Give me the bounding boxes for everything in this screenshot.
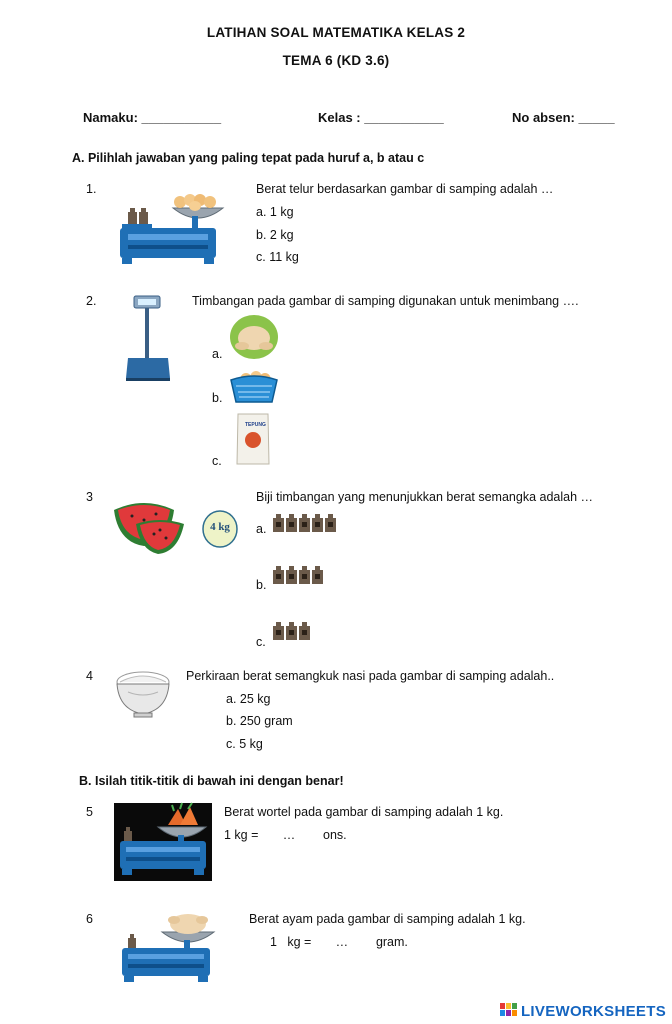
scale-weight-icon — [299, 622, 310, 640]
q2-option-a[interactable]: a. — [212, 347, 223, 361]
q5-answer-line[interactable]: 1 kg = … ons. — [224, 828, 347, 842]
scale-weight-icon — [299, 566, 310, 584]
chicken-image — [228, 314, 280, 360]
q3-option-c[interactable]: c. — [256, 635, 266, 649]
weights-option-c — [273, 620, 353, 642]
scale-weight-icon — [273, 514, 284, 532]
q1-question: Berat telur berdasarkan gambar di samping adalah … — [256, 182, 554, 196]
q3-option-b[interactable]: b. — [256, 578, 267, 592]
section-b-heading: B. Isilah titik-titik di bawah ini dengan benar! — [79, 774, 344, 788]
q3-question: Biji timbangan yang menunjukkan berat semangka adalah … — [256, 490, 594, 504]
q1-option-a[interactable]: a. 1 kg — [256, 205, 294, 219]
scale-weight-icon — [286, 514, 297, 532]
balance-scale-carrots-image — [114, 803, 212, 881]
scale-weight-icon — [312, 514, 323, 532]
weights-option-b — [273, 564, 353, 586]
class-field-label: Kelas : ___________ — [318, 110, 444, 125]
absen-field-label: No absen: _____ — [512, 110, 615, 125]
q6-question: Berat ayam pada gambar di samping adalah 1 kg. — [249, 912, 526, 926]
q4-option-a[interactable]: a. 25 kg — [226, 692, 271, 706]
q1-option-b[interactable]: b. 2 kg — [256, 228, 294, 242]
liveworksheets-logo — [500, 1003, 666, 1020]
scale-weight-icon — [273, 566, 284, 584]
worksheet-title: LATIHAN SOAL MATEMATIKA KELAS 2 — [206, 25, 466, 40]
q2-option-b[interactable]: b. — [212, 391, 223, 405]
liveworksheets-logo-icon — [500, 1003, 518, 1017]
q4-option-b[interactable]: b. 250 gram — [226, 714, 293, 728]
worksheet-subtitle: TEMA 6 (KD 3.6) — [282, 53, 390, 68]
q4-number: 4 — [86, 669, 93, 683]
q1-number: 1. — [86, 182, 97, 196]
scale-weight-icon — [286, 622, 297, 640]
watermelon-image — [112, 490, 188, 556]
egg-basket-image — [228, 366, 280, 406]
name-field-label: Namaku: ___________ — [83, 110, 222, 125]
scale-weight-icon — [312, 566, 323, 584]
q6-number: 6 — [86, 912, 93, 926]
q5-question: Berat wortel pada gambar di samping adalah 1 kg. — [224, 805, 504, 819]
q2-option-c[interactable]: c. — [212, 454, 222, 468]
q3-number: 3 — [86, 490, 93, 504]
q4-question: Perkiraan berat semangkuk nasi pada gambar di samping adalah.. — [186, 669, 555, 683]
scale-weight-icon — [286, 566, 297, 584]
flour-bag-label: TEPUNG — [245, 422, 266, 428]
watermelon-weight-label: 4 kg — [210, 521, 230, 533]
platform-scale-image — [124, 294, 172, 384]
scale-weight-icon — [325, 514, 336, 532]
q5-number: 5 — [86, 805, 93, 819]
scale-weight-icon — [299, 514, 310, 532]
rice-bowl-image — [114, 668, 172, 720]
q2-number: 2. — [86, 294, 97, 308]
q2-question: Timbangan pada gambar di samping digunakan untuk menimbang …. — [192, 294, 579, 308]
q6-answer-line[interactable]: 1 kg = … gram. — [270, 935, 408, 949]
weights-option-a — [273, 512, 353, 534]
section-a-heading: A. Pilihlah jawaban yang paling tepat pada huruf a, b atau c — [72, 151, 425, 165]
flour-bag-image — [235, 412, 271, 466]
balance-scale-eggs-image — [118, 190, 233, 268]
q4-option-c[interactable]: c. 5 kg — [226, 737, 263, 751]
q1-option-c[interactable]: c. 11 kg — [256, 250, 299, 264]
balance-scale-chicken-image — [118, 912, 218, 986]
q3-option-a[interactable]: a. — [256, 522, 267, 536]
scale-weight-icon — [273, 622, 284, 640]
liveworksheets-logo-text: LIVEWORKSHEETS — [520, 1003, 666, 1020]
